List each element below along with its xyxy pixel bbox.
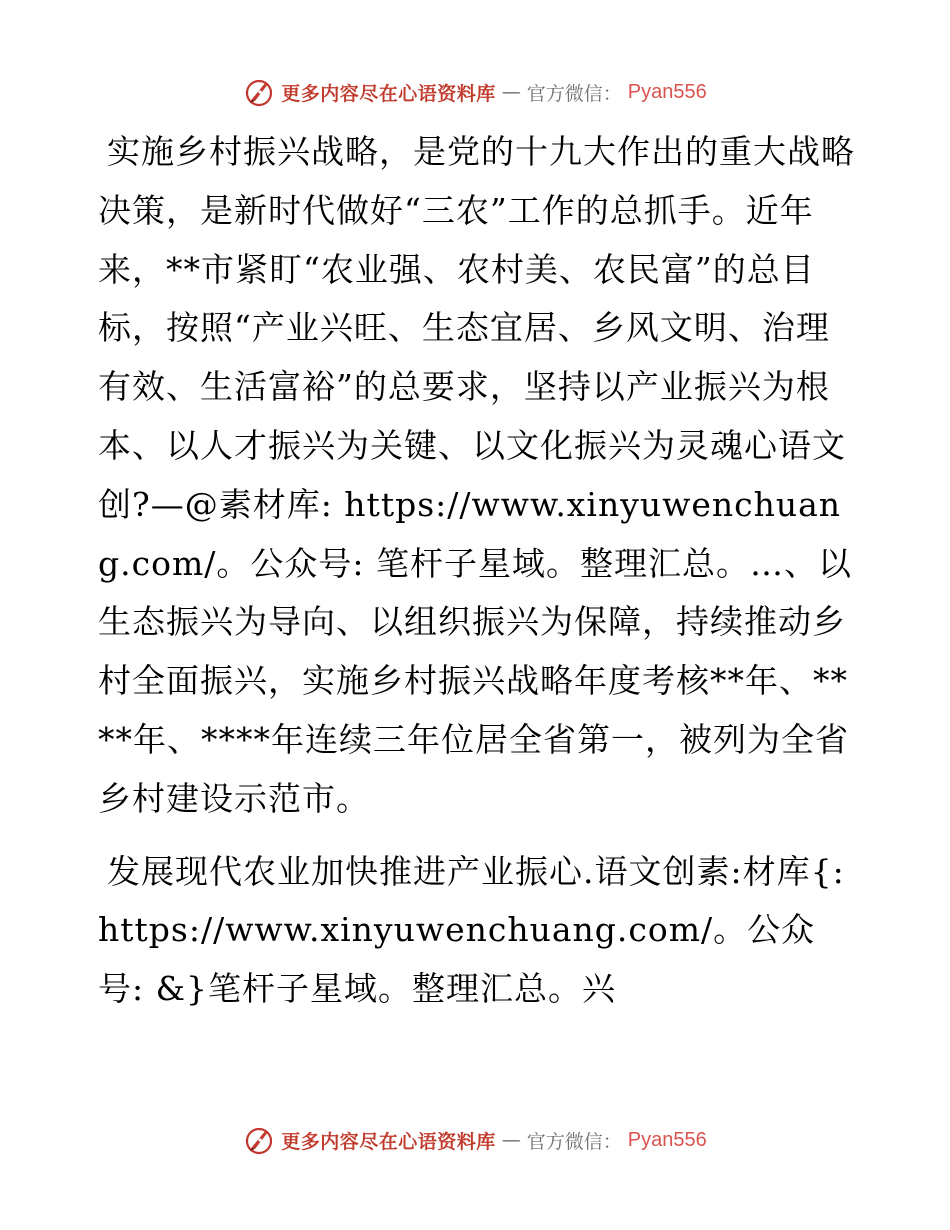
- paragraph-1: 实施乡村振兴战略，是党的十九大作出的重大战略决策，是新时代做好“三农”工作的总抓手。近年来，**市紧盯“农业强、农村美、农民富”的总目标，按照“产业兴旺、生态宜居、乡风文明、治理有效、生活富裕”的总要求，坚持以产业振兴为根本、以人才振兴为关键、以文化振兴为灵魂心语文创?—@素材库: https://www.xinyuwenchuang.com/。公众号: 笔杆子星域。整理汇总。…、以生态振兴为导向、以组织振兴为保障，持续推动乡村全面振兴，实施乡村振兴战略年度考核**年、****年、****年连续三年位居全省第一，被列为全省乡村建设示范市。: [98, 132, 855, 818]
- footer-wechat-id: Pyan556: [627, 1128, 707, 1151]
- quill-pen-logo-icon: [243, 76, 275, 108]
- header-brand: [243, 76, 707, 108]
- footer-dash: —: [501, 1129, 521, 1151]
- header-wechat-label: 官方微信：: [526, 82, 622, 105]
- page-header: [0, 72, 950, 112]
- footer-wechat-label: 官方微信：: [526, 1130, 622, 1153]
- footer-brand: [243, 1124, 707, 1156]
- header-brand-text: 更多内容尽在心语资料库: [281, 82, 496, 105]
- page-footer: [0, 1120, 950, 1160]
- header-dash: —: [501, 81, 521, 103]
- paragraph-2: 发展现代农业加快推进产业振心.语文创素:材库{: https://www.xinyuwenchuang.com/。公众号: &}笔杆子星域。整理汇总。兴: [98, 851, 845, 1009]
- document-body: [98, 123, 858, 1019]
- quill-pen-logo-icon: [243, 1124, 275, 1156]
- header-wechat-id: Pyan556: [627, 80, 707, 103]
- footer-brand-text: 更多内容尽在心语资料库: [281, 1130, 496, 1153]
